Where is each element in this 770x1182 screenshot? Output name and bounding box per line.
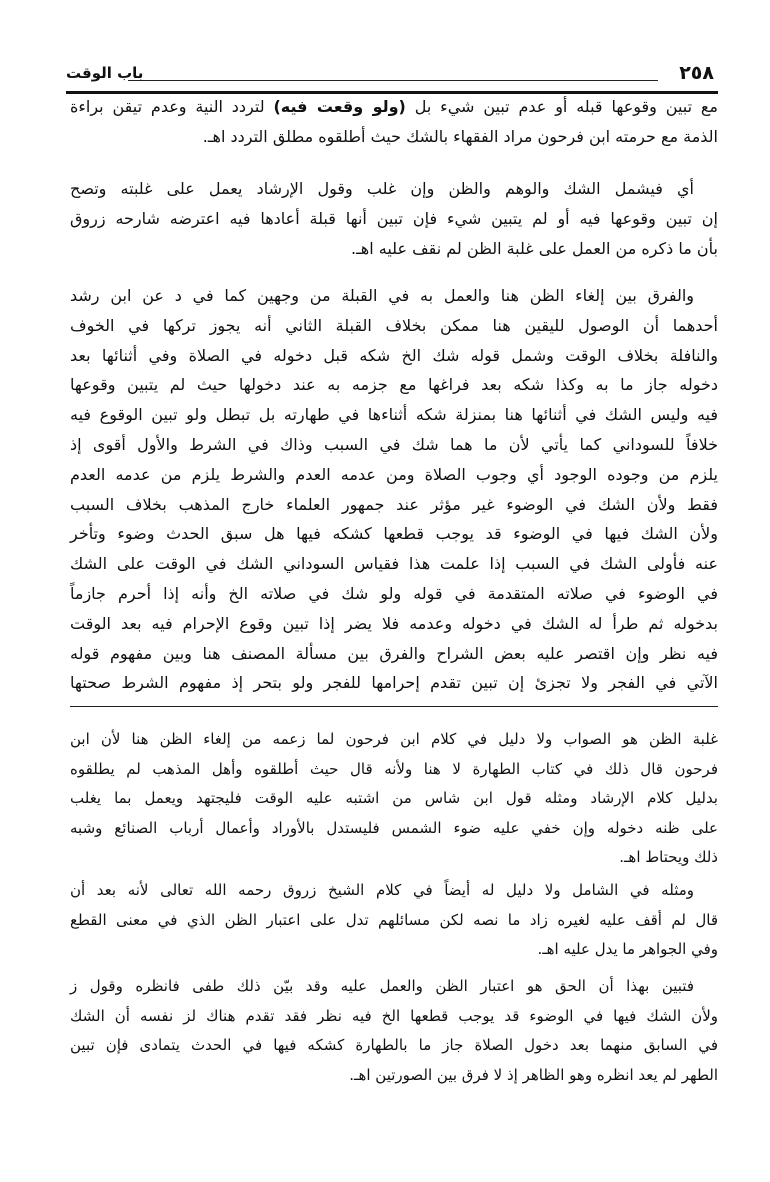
footnote-line: ولأن الشك فيها في الوضوء قد يوجب قطعها الخ فيه نظر فقد تقدم هناك لز نفسه أن الشك	[70, 1006, 718, 1025]
footnote-line: الطهر لم يعد انظره وهو الظاهر إذ لا فرق بين الصورتين اهـ.	[349, 1065, 718, 1084]
text-line: ولأن الشك فيها في الوضوء قد يوجب قطعها كشكه فيها هل سبق الحدث وضوء وتأخر	[70, 524, 718, 544]
footnote-paragraph-3	[70, 972, 718, 1090]
running-header	[66, 62, 718, 88]
text-line: عنه فأولى الشك في السبب إذا علمت هذا فقياس السوداني الشك في الوقت على الشك	[70, 554, 718, 574]
bold-quote: (ولو وقعت فيه)	[273, 97, 406, 116]
text-line: إن تبين وقوعها فيه أو لم يتبين شيء فإن تبين أنها قبلة أعادها فيه اعترضه شارحه زروق	[70, 209, 718, 228]
text-line: دخوله جاز ما به وكذا شكه بعد فراغها مع جزمه به عند دخولها حيث لم يتبين وقوعها	[70, 375, 718, 395]
footnote-line: قال لم أقف عليه لغيره زاد ما نصه لكن مسائلهم تدل على اعتبار الظن الذي في معنى القطع	[70, 910, 718, 929]
header-line	[128, 80, 658, 81]
text-span: مع تبين وقوعها قبله أو عدم تبين شيء بل	[405, 97, 719, 116]
footnote-line: فتبين بهذا أن الحق هو اعتبار الظن والعمل عليه وقد بيّن ذلك طفى فانظره وقول ز	[70, 977, 694, 995]
text-line: أي فيشمل الشك والوهم والظن وإن غلب وقول الإرشاد يعمل على غلبته وتصح	[70, 179, 694, 198]
text-line: أحدهما أن الوصول لليقين هنا ممكن بخلاف القبلة الثاني أنه يجوز تركها في الخوف	[70, 315, 718, 335]
text-line: فيه وليس الشك في أثنائها هنا بمنزلة شكه أثناءها في طهارته بل تبطل ولو تبين الوقوع فيه	[70, 405, 718, 425]
text-line: فقط ولأن الشك في الوضوء غير مؤثر عند جمهور العلماء خارج المذهب بخلاف السبب	[70, 494, 718, 514]
text-line: بأن ما ذكره من العمل على غلبة الظن لم نقف عليه اهـ.	[351, 239, 718, 258]
text-line: في الوضوء في صلاته المتقدمة في قوله ولو شك في صلاته الخ وأنه إذا أحرم جازماً	[70, 583, 718, 603]
footnote-paragraph-1	[70, 725, 718, 873]
footnote-line: في السابق منهما بعد دخول الصلاة جاز ما بالطهارة كشكه فيها في الحدث يتمادى فإن تبين	[70, 1036, 718, 1054]
footnote-line: ومثله في الشامل ولا دليل له أيضاً في كلام الشيخ زروق رحمه الله تعالى لأنه بعد أن	[70, 881, 694, 899]
main-paragraph-2	[70, 174, 718, 264]
text-line: والنافلة بخلاف الوقت وشمل قوله شك الخ شكه قبل دخوله في الصلاة وفي أثنائها بعد	[70, 345, 718, 365]
footnote-line: وفي الجواهر ما يدل عليه اهـ.	[537, 940, 718, 958]
footnote-separator	[70, 706, 718, 707]
footnote-line: غلبة الظن هو الصواب ولا دليل في كلام ابن فرحون لما زعمه من إلغاء الظن هنا لأن ابن	[70, 730, 718, 748]
footnote-line: بدليل كلام الإرشاد ومثله قول ابن شاس من اشتبه عليه الوقت فليجتهد ويعمل بما يغلب	[70, 789, 718, 807]
text-line	[70, 92, 718, 122]
footnote-line: ذلك ويحتاط اهـ.	[619, 848, 718, 866]
footnote-paragraph-2	[70, 876, 718, 965]
text-line: فيه نظر وإن اقتصر عليه بعض الشراح والفرق بين مسألة المصنف هنا وبين مفهوم قوله	[70, 643, 718, 663]
text-line: الآتي في الفجر ولا تجزئ إن تبين تقدم إحرامها للفجر ولو بتحر إذ مفهوم الشرط صحتها	[70, 673, 718, 693]
main-paragraph-3	[70, 281, 718, 698]
text-line: خلافاً للسوداني كما يأتي لأن ما هما شك في السبب وذاك في الشرط والأول أقوى إذ	[70, 434, 718, 454]
footnote-line: على ظنه دخوله وإن خفي عليه ضوء الشمس فليستدل بالأوراد وأعمال أرباب الصنائع وشبه	[70, 818, 718, 837]
text-line: والفرق بين إلغاء الظن هنا والعمل به في القبلة من وجهين كما في د عن ابن رشد	[70, 286, 694, 305]
page-number: ٢٥٨	[679, 62, 714, 84]
text-span: لتردد النية وعدم تيقن براءة	[70, 97, 274, 116]
text-line: يلزم من وجوده الوجود أي وجوب الصلاة ومن عدمه العدم والشرط يلزم من عدمه العدم	[70, 464, 718, 484]
text-line: بدخوله ثم طرأ له الشك في دخوله وعدمه فلا يضر إذا تبين وقوع الإحرام فيه بعد الوقت	[70, 613, 718, 633]
chapter-title: باب الوقت	[66, 64, 144, 82]
main-paragraph-1	[70, 92, 718, 152]
text-line: الذمة مع حرمته ابن فرحون مراد الفقهاء بالشك حيث أطلقوه مطلق التردد اهـ.	[202, 127, 718, 146]
footnote-line: فرحون قال ذلك في كتاب الطهارة لا هنا ولأنه قال حيث أطلقوه وأهل المذهب لم يطلقوه	[70, 759, 718, 778]
